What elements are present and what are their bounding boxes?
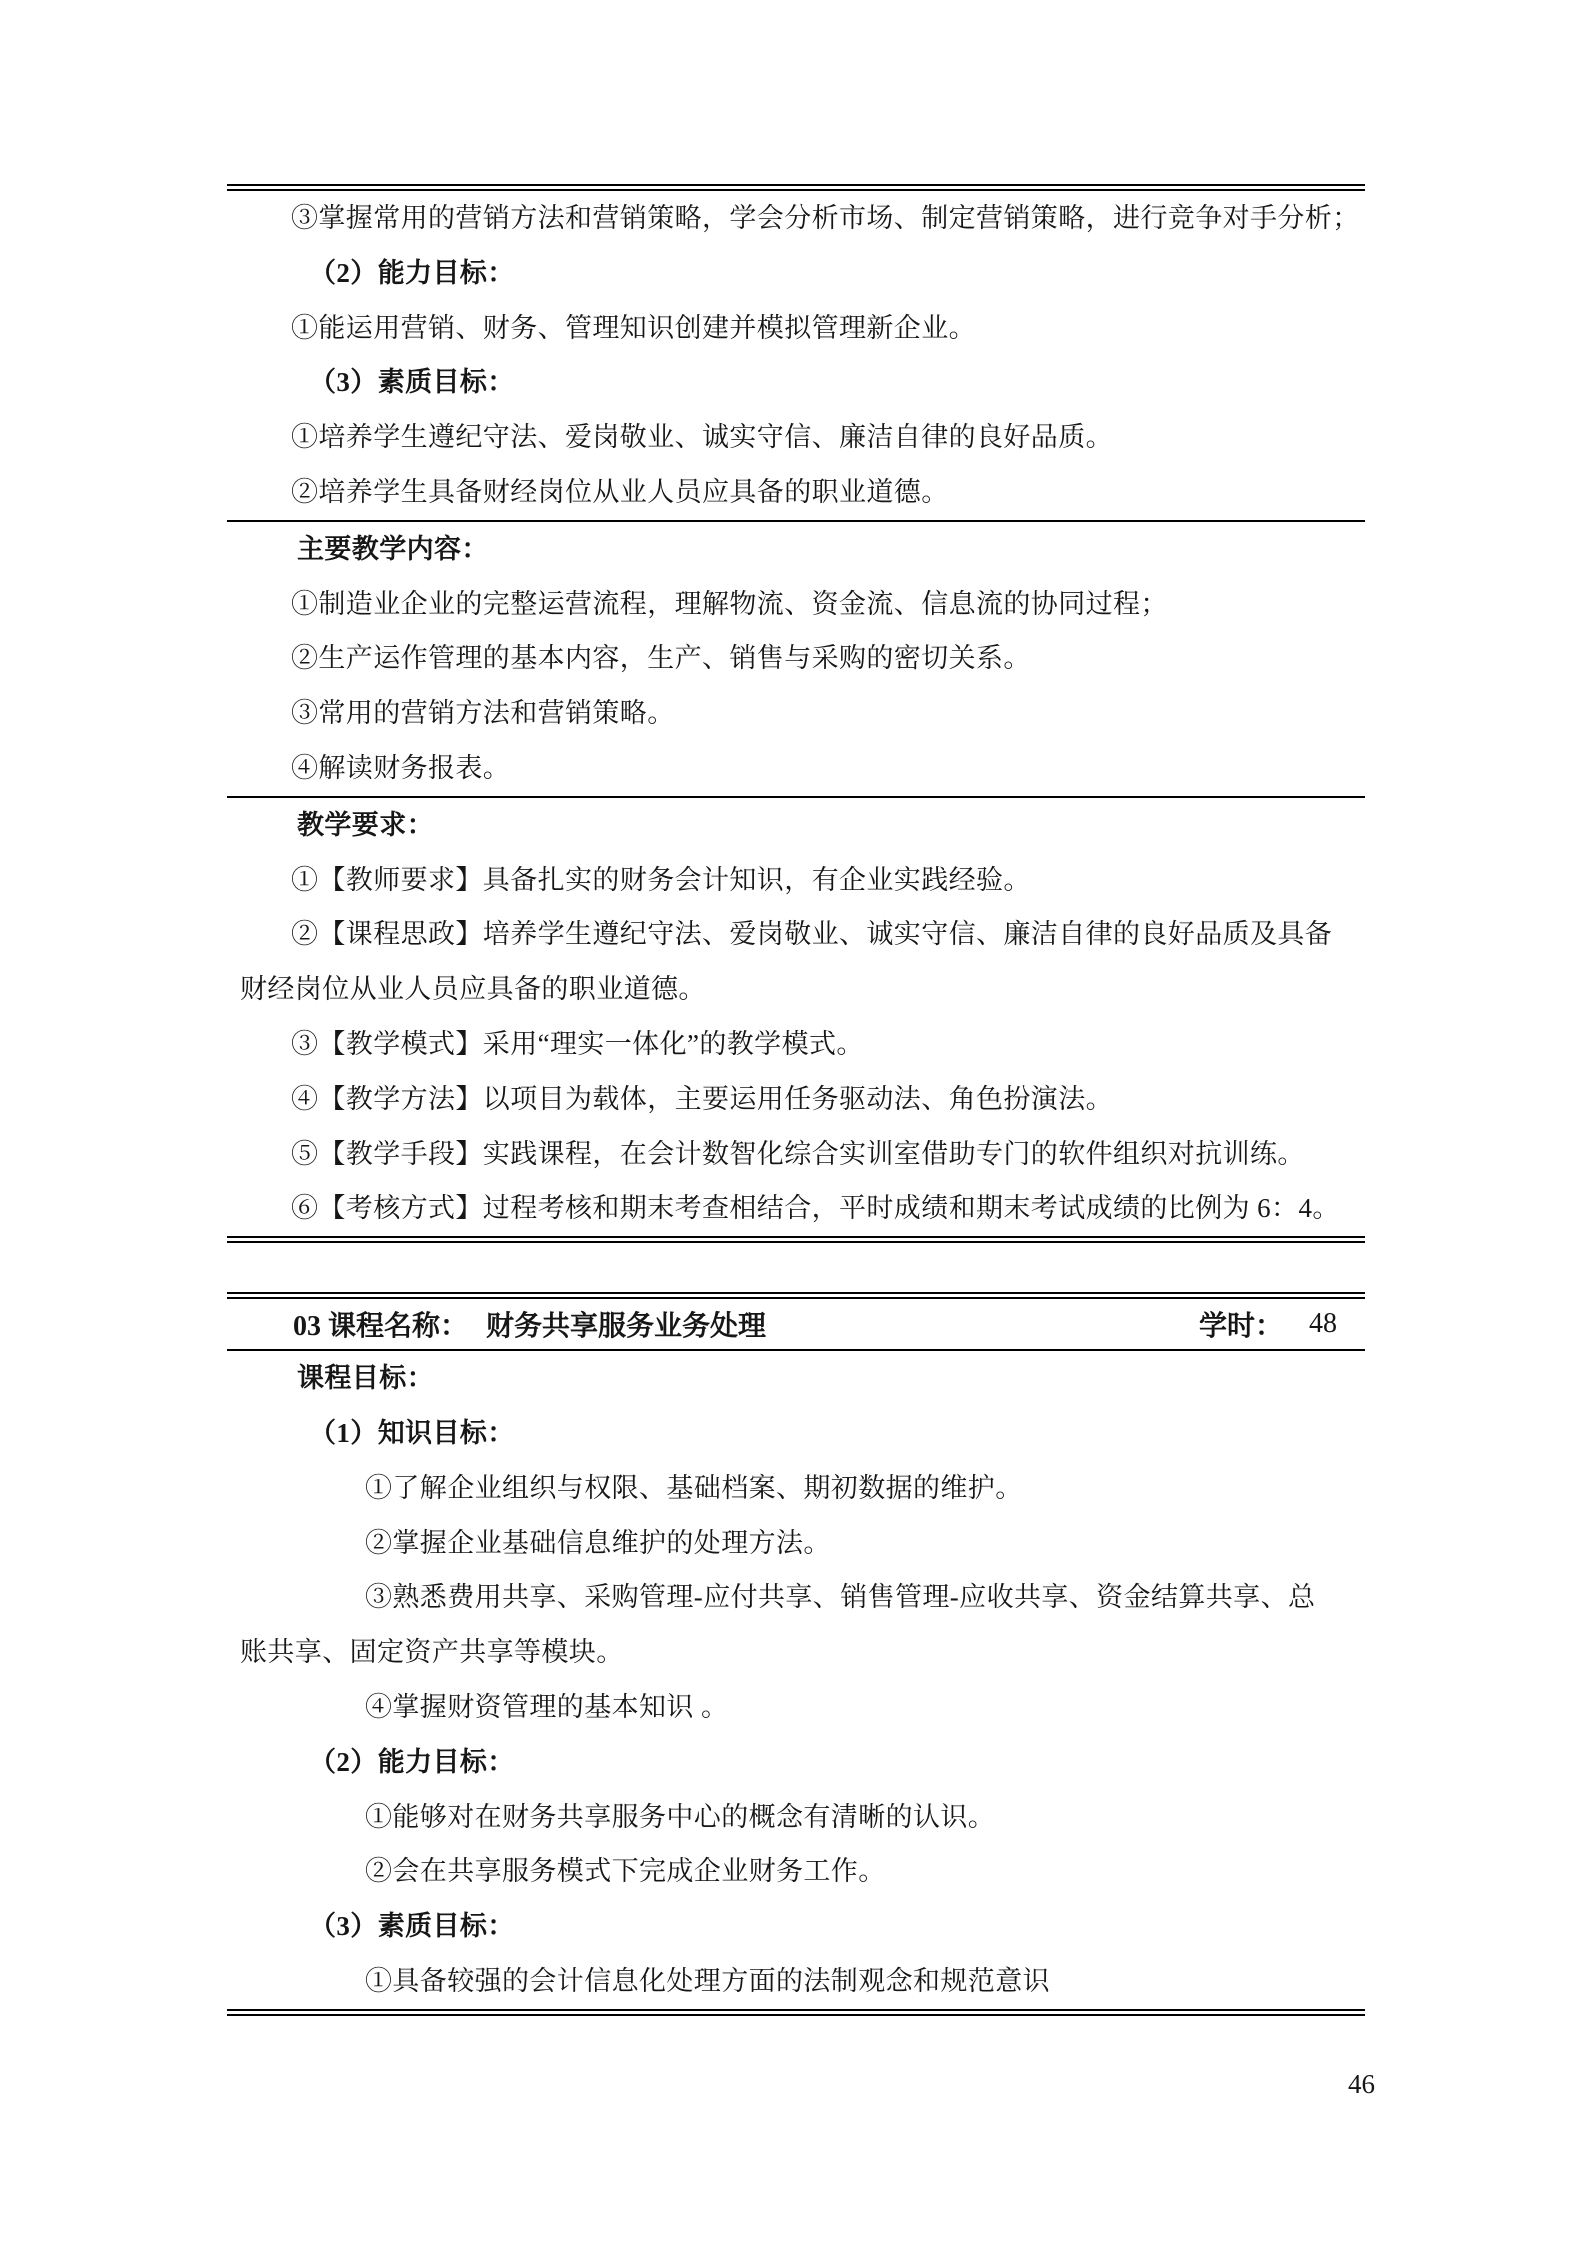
hours-value: 48 [1309, 1308, 1337, 1340]
inter-table-gap [227, 1243, 1365, 1292]
text-line: ③熟悉费用共享、采购管理-应付共享、销售管理-应收共享、资金结算共享、总 [365, 1582, 1316, 1613]
document-content-column [227, 184, 1365, 2016]
table1-bottom-border [227, 1236, 1365, 1243]
hours-label: 学时： [1198, 1311, 1283, 1343]
table1-top-border [227, 184, 1365, 191]
text-line: ③掌握常用的营销方法和营销策略，学会分析市场、制定营销策略，进行竞争对手分析； [291, 203, 1360, 233]
text-line: ③【教学模式】采用“理实一体化”的教学模式。 [291, 1028, 864, 1059]
text-line: 账共享、固定资产共享等模块。 [240, 1637, 624, 1668]
text-line: ②会在共享服务模式下完成企业财务工作。 [365, 1856, 886, 1887]
course-name: 财务共享服务业务处理 [486, 1311, 767, 1343]
text-line: ①【教师要求】具备扎实的财务会计知识，有企业实践经验。 [291, 864, 1031, 895]
text-line: ②生产运作管理的基本内容，生产、销售与采购的密切关系。 [291, 643, 1031, 674]
text-line: ④掌握财资管理的基本知识 。 [365, 1691, 729, 1722]
text-line: ②掌握企业基础信息维护的处理方法。 [365, 1527, 831, 1558]
text-line: ⑤【教学手段】实践课程，在会计数智化综合实训室借助专门的软件组织对抗训练。 [291, 1138, 1305, 1169]
text-line: （3）素质目标： [309, 1911, 515, 1942]
course-header-row [227, 1299, 1365, 1349]
text-line: 教学要求： [297, 809, 434, 840]
text-line: ④【教学方法】以项目为载体，主要运用任务驱动法、角色扮演法。 [291, 1083, 1113, 1114]
text-line: （2）能力目标： [309, 1746, 515, 1777]
text-line: ③常用的营销方法和营销策略。 [291, 698, 675, 729]
text-line: ④解读财务报表。 [291, 752, 511, 783]
text-line: （2）能力目标： [309, 257, 515, 288]
text-line: ①制造业企业的完整运营流程，理解物流、资金流、信息流的协同过程； [291, 588, 1168, 619]
course-objectives-section [227, 1351, 1365, 2009]
text-line: ①能运用营销、财务、管理知识创建并模拟管理新企业。 [291, 312, 976, 343]
table2-bottom-border [227, 2009, 1365, 2016]
text-line: ②培养学生具备财经岗位从业人员应具备的职业道德。 [291, 476, 949, 507]
course-code-label: 03 课程名称： [293, 1311, 469, 1343]
text-line: ①具备较强的会计信息化处理方面的法制观念和规范意识 [365, 1965, 1050, 1996]
text-line: （1）知识目标： [309, 1417, 515, 1448]
text-line: ⑥【考核方式】过程考核和期末考查相结合，平时成绩和期末考试成绩的比例为 6：4。 [291, 1193, 1340, 1224]
table2-top-border [227, 1292, 1365, 1299]
text-line: 财经岗位从业人员应具备的职业道德。 [240, 974, 706, 1005]
text-line: ②【课程思政】培养学生遵纪守法、爱岗敬业、诚实守信、廉洁自律的良好品质及具备 [291, 919, 1333, 950]
text-line: ①能够对在财务共享服务中心的概念有清晰的认识。 [365, 1801, 996, 1832]
text-line: 主要教学内容： [297, 533, 489, 564]
teaching-requirements-section [227, 798, 1365, 1236]
course-goals-tail-section [227, 191, 1365, 520]
text-line: 课程目标： [297, 1363, 434, 1394]
text-line: ①培养学生遵纪守法、爱岗敬业、诚实守信、廉洁自律的良好品质。 [291, 422, 1113, 453]
text-line: ①了解企业组织与权限、基础档案、期初数据的维护。 [365, 1472, 1023, 1503]
text-line: （3）素质目标： [309, 367, 515, 398]
page-number: 46 [1348, 2069, 1375, 2099]
main-teaching-content-section [227, 522, 1365, 796]
